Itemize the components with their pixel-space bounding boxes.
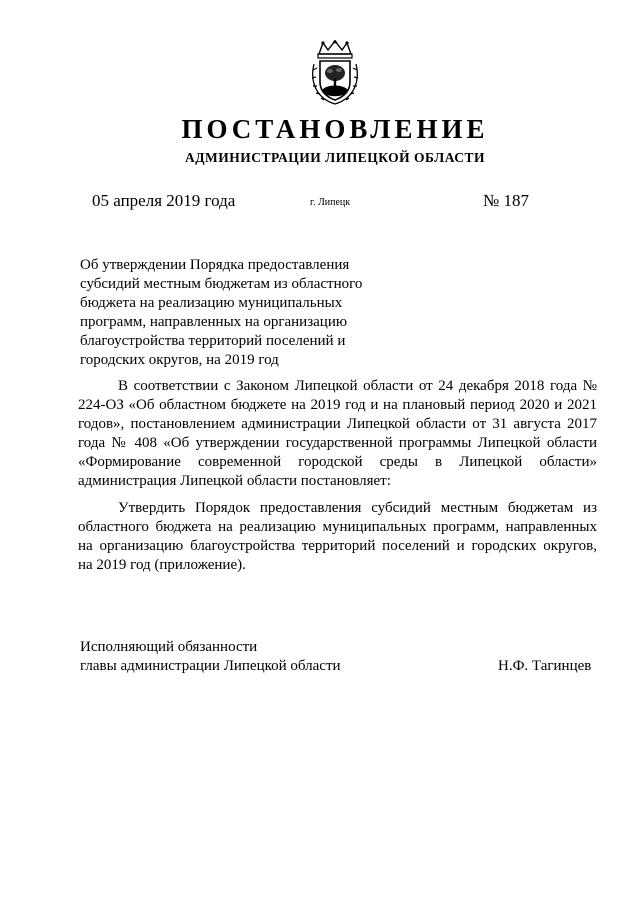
document-number: № 187 xyxy=(483,191,529,210)
paragraph-line: администрация Липецкой области постановляет: xyxy=(78,473,391,489)
body-paragraph-preamble xyxy=(78,377,597,491)
document-date: 05 апреля 2019 года xyxy=(92,191,236,210)
document-title: ПОСТАНОВЛЕНИЕ xyxy=(181,114,489,144)
document-city: г. Липецк xyxy=(310,197,351,208)
subject-line: Об утверждении Порядка предоставления xyxy=(80,257,350,273)
paragraph-line: годов», постановлением администрации Липецкой области от 31 августа 2017 xyxy=(78,416,597,432)
subject-line: субсидий местным бюджетам из областного xyxy=(80,276,363,292)
paragraph-line: областного бюджета на реализацию муниципальных программ, направленных xyxy=(78,519,597,535)
signatory-name: Н.Ф. Тагинцев xyxy=(498,658,592,674)
body-paragraph-resolution xyxy=(78,499,597,575)
subject-line: бюджета на реализацию муниципальных xyxy=(80,295,343,311)
paragraph-line: на 2019 год (приложение). xyxy=(78,557,246,573)
subject-line: благоустройства территорий поселений и xyxy=(80,333,346,349)
signatory-role-line: Исполняющий обязанности xyxy=(80,639,258,655)
document-subject xyxy=(80,256,380,370)
subject-line: городских округов, на 2019 год xyxy=(80,352,279,368)
paragraph-line: «Формирование современной городской среды в Липецкой области» xyxy=(78,454,597,470)
signatory-role xyxy=(80,638,341,676)
paragraph-line: Утвердить Порядок предоставления субсидий местным бюджетам из xyxy=(118,500,597,516)
paragraph-line: на организацию благоустройства территорий поселений и городских округов, xyxy=(78,538,597,554)
paragraph-line: В соответствии с Законом Липецкой области от 24 декабря 2018 года № xyxy=(118,378,597,394)
lipetsk-coat-of-arms-icon xyxy=(309,40,361,106)
signatory-role-line: главы администрации Липецкой области xyxy=(80,658,341,674)
paragraph-line: 224-ОЗ «Об областном бюджете на 2019 год и на плановый период 2020 и 2021 xyxy=(78,397,597,413)
document-subtitle: АДМИНИСТРАЦИИ ЛИПЕЦКОЙ ОБЛАСТИ xyxy=(184,150,486,165)
paragraph-line: года № 408 «Об утверждении государственной программы Липецкой области xyxy=(78,435,597,451)
subject-line: программ, направленных на организацию xyxy=(80,314,348,330)
